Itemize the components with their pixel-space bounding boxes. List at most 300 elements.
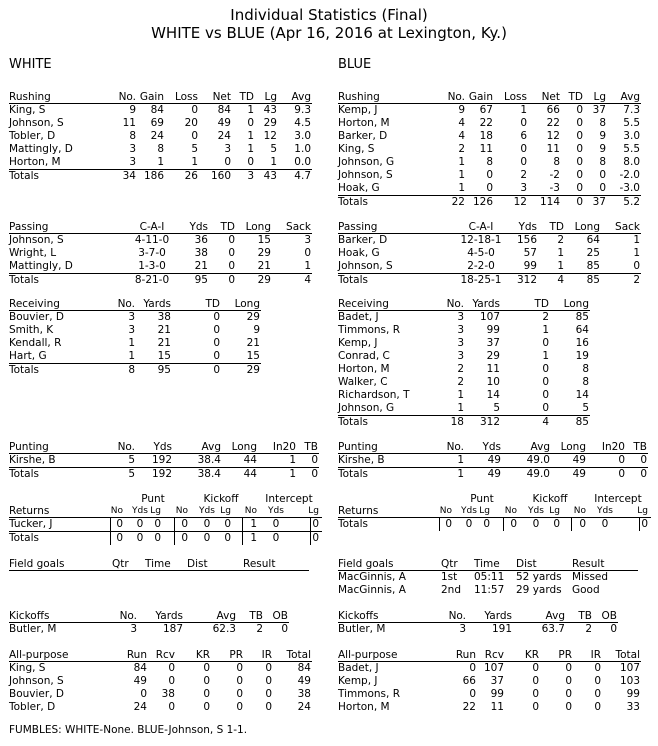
table-row-cell: 85 <box>586 260 600 272</box>
totals-row-cell: 49.0 <box>526 468 550 480</box>
table-row-cell: 0 <box>203 701 210 713</box>
table-row-cell: 69 <box>150 117 164 129</box>
table-row-cell: 29 <box>257 247 271 259</box>
table-row-cell: 22 <box>462 701 476 713</box>
table-row-cell: 1 <box>458 156 465 168</box>
table-row-cell: 0 <box>203 518 211 530</box>
field-goals-header-cell: Field goals <box>338 558 394 570</box>
table-row-cell: 5 <box>191 143 198 155</box>
totals-row-cell: 85 <box>575 416 589 428</box>
passing-header-cell: Passing <box>338 221 378 233</box>
totals-row-cell: 2 <box>633 274 640 286</box>
rushing-header-cell: Avg <box>620 91 640 103</box>
kickoffs-header-cell: No. <box>448 610 466 622</box>
totals-row-cell: 37 <box>592 196 606 208</box>
table-row-cell: 0 <box>191 104 198 116</box>
table-row-cell: 0 <box>532 662 539 674</box>
table-row-cell: 107 <box>479 311 500 323</box>
table-row-cell: 0 <box>576 117 583 129</box>
table-row-cell: Butler, M <box>338 623 386 635</box>
table-row-cell: 66 <box>462 675 476 687</box>
table-row-cell: Johnson, G <box>338 402 395 414</box>
all-purpose-header-cell: IR <box>261 649 272 661</box>
table-row-cell: -2.0 <box>619 169 640 181</box>
table-row-cell: Timmons, R <box>338 688 400 700</box>
passing-header-cell: Passing <box>9 221 49 233</box>
returns-header-cell: No <box>573 506 586 516</box>
table-row-cell: 0 <box>469 662 476 674</box>
passing-header-cell: C-A-I <box>468 221 494 233</box>
table-row-cell: 103 <box>619 675 640 687</box>
punting-header-cell: No. <box>117 441 135 453</box>
passing-header <box>9 221 312 234</box>
white-rushing-table <box>9 91 312 183</box>
table-row-cell: 24 <box>217 130 231 142</box>
all-purpose-header-cell: KR <box>524 649 539 661</box>
totals-row-cell: 0 <box>579 518 586 530</box>
table-row-cell: 49 <box>572 454 586 466</box>
totals-row-cell: 0 <box>224 532 231 544</box>
table-row-cell: 29 <box>263 117 277 129</box>
table-row-cell: -2 <box>549 169 560 181</box>
totals-row-cell: 4 <box>557 274 564 286</box>
team-name-blue: BLUE <box>338 57 372 72</box>
blue-returns-table <box>338 493 651 531</box>
table-row-cell: 1 <box>128 350 135 362</box>
table-row <box>338 337 590 350</box>
column-divider <box>110 518 111 531</box>
table-row-cell: 0 <box>224 518 231 530</box>
table-row-cell: 4-11-0 <box>134 234 170 246</box>
totals-row-cell: 18 <box>450 416 464 428</box>
table-row-cell: Johnson, S <box>9 234 64 246</box>
white-receiving-table <box>9 298 261 377</box>
totals-row-cell: 4.7 <box>294 170 311 182</box>
table-row-cell: 84 <box>217 104 231 116</box>
returns-header-cell: Yds <box>199 506 215 516</box>
field-goals-header-cell: Qtr <box>112 558 129 570</box>
table-row-cell: 99 <box>490 688 504 700</box>
kickoffs-header-cell: Yards <box>155 610 183 622</box>
table-row <box>9 662 312 675</box>
white-punting-table <box>9 441 319 481</box>
table-row <box>338 260 641 274</box>
table-row-cell: Johnson, S <box>338 169 393 181</box>
table-row-cell: 0 <box>486 182 493 194</box>
table-row-cell: 38 <box>157 311 171 323</box>
table-row <box>338 350 590 363</box>
returns-header-cell: Yds <box>528 506 544 516</box>
table-row-cell: 1 <box>128 337 135 349</box>
table-row-cell: 0 <box>542 363 549 375</box>
punting-header-cell: Long <box>560 441 586 453</box>
rushing-header-cell: Net <box>212 91 231 103</box>
table-row-cell: 37 <box>592 104 606 116</box>
table-row-cell: 3 <box>224 143 231 155</box>
table-row-cell: Kendall, R <box>9 337 62 349</box>
field-goals-header-cell: Time <box>145 558 171 570</box>
returns-group-label: Intercept <box>594 493 642 505</box>
table-row-cell: 0 <box>565 701 572 713</box>
table-row-cell: 7.3 <box>623 104 640 116</box>
table-row-cell: 9 <box>599 130 606 142</box>
table-row-cell: Kirshe, B <box>9 454 56 466</box>
totals-row-cell: 43 <box>263 170 277 182</box>
table-row-cell: 37 <box>490 675 504 687</box>
totals-row-cell: 192 <box>151 468 172 480</box>
table-row-cell: 99 <box>626 688 640 700</box>
table-row-cell: 156 <box>516 234 537 246</box>
table-row-cell: 5.5 <box>623 117 640 129</box>
kickoffs-header-cell: No. <box>119 610 137 622</box>
table-row-cell: 63.7 <box>541 623 565 635</box>
table-row-cell: 3-7-0 <box>138 247 166 259</box>
table-row-cell: 2 <box>457 376 464 388</box>
table-row-cell: 3 <box>130 623 137 635</box>
totals-row-cell: 85 <box>586 274 600 286</box>
totals-row-cell: Totals <box>338 416 368 428</box>
totals-row-cell: Totals <box>9 170 39 182</box>
table-row-cell: 0 <box>228 247 235 259</box>
rushing-header <box>9 91 312 104</box>
totals-row <box>9 532 322 545</box>
table-row-cell: 3 <box>457 324 464 336</box>
table-row-cell: 5 <box>128 454 135 466</box>
table-row-cell: 9 <box>599 143 606 155</box>
table-row-cell: 0 <box>520 143 527 155</box>
table-row-cell: 1 <box>542 324 549 336</box>
table-row-cell: 187 <box>162 623 183 635</box>
rushing-header-cell: Gain <box>468 91 493 103</box>
table-row-cell: 99 <box>523 260 537 272</box>
table-row-cell: 9 <box>129 104 136 116</box>
rushing-header-cell: Loss <box>503 91 527 103</box>
table-row-cell: Bouvier, D <box>9 688 64 700</box>
table-row-cell: 0 <box>168 662 175 674</box>
table-row-cell: Kemp, J <box>338 104 378 116</box>
table-row-cell: 0 <box>542 389 549 401</box>
receiving-header-cell: TD <box>534 298 549 310</box>
table-row-cell: 25 <box>586 247 600 259</box>
table-row-cell: 8 <box>486 156 493 168</box>
table-row-cell: 3 <box>129 156 136 168</box>
table-row-cell: 38 <box>161 688 175 700</box>
table-row-cell: 0 <box>618 454 625 466</box>
table-row-cell: 0 <box>312 518 319 530</box>
table-row-cell: 4 <box>458 130 465 142</box>
table-row <box>338 389 590 402</box>
column-divider <box>439 518 440 531</box>
table-row-cell: 20 <box>184 117 198 129</box>
table-row-cell: 0 <box>191 130 198 142</box>
table-row-cell: 8 <box>582 363 589 375</box>
table-row-cell: 24 <box>297 701 311 713</box>
totals-row-cell: 126 <box>472 196 493 208</box>
returns-header-cell: Returns <box>338 505 379 517</box>
table-row-cell: 0.0 <box>294 156 311 168</box>
totals-row-cell: 3 <box>247 170 254 182</box>
totals-row <box>338 518 651 531</box>
table-row <box>338 675 641 688</box>
table-row-cell: 15 <box>257 234 271 246</box>
table-row-cell: 21 <box>157 337 171 349</box>
table-row-cell: 18 <box>479 130 493 142</box>
table-row-cell: 21 <box>246 337 260 349</box>
table-row-cell: 11:57 <box>474 584 505 596</box>
table-row-cell: King, S <box>9 662 46 674</box>
punting-header <box>9 441 319 454</box>
table-row-cell: 49 <box>133 675 147 687</box>
totals-row-cell: 29 <box>257 274 271 286</box>
totals-row-cell: 29 <box>246 364 260 376</box>
punting-header-cell: Punting <box>9 441 49 453</box>
table-row-cell: 0 <box>228 260 235 272</box>
table-row-cell: 49 <box>217 117 231 129</box>
punting-header-cell: In20 <box>272 441 296 453</box>
table-row-cell: 3 <box>304 234 311 246</box>
totals-row-cell: 0 <box>312 532 319 544</box>
punting-header-cell: Punting <box>338 441 378 453</box>
totals-row-cell: 0 <box>203 532 211 544</box>
table-row <box>9 311 261 324</box>
table-row-cell: 0 <box>304 247 311 259</box>
returns-group-label: Kickoff <box>203 493 239 505</box>
table-row-cell: 0 <box>213 324 220 336</box>
table-row-cell: 11 <box>490 701 504 713</box>
table-row-cell: 11 <box>546 143 560 155</box>
all-purpose-header-cell: PR <box>229 649 243 661</box>
table-row-cell: 64 <box>586 234 600 246</box>
table-row-cell: 4-5-0 <box>467 247 495 259</box>
table-row <box>338 662 641 675</box>
rushing-header-cell: Loss <box>174 91 198 103</box>
receiving-header-cell: No. <box>446 298 464 310</box>
passing-header-cell: TD <box>549 221 564 233</box>
totals-row-cell: Totals <box>9 532 39 544</box>
totals-row-cell: 95 <box>157 364 171 376</box>
table-row-cell: 0 <box>311 454 318 466</box>
table-row-cell: 0 <box>542 376 549 388</box>
totals-row-cell: 0 <box>618 468 625 480</box>
totals-row-cell: 8 <box>128 364 135 376</box>
table-row-cell: 3 <box>457 337 464 349</box>
table-row-cell: Smith, K <box>9 324 54 336</box>
rushing-header-cell: Rushing <box>9 91 51 103</box>
rushing-header-cell: TD <box>568 91 583 103</box>
table-row-cell: 2 <box>585 623 592 635</box>
table-row-cell: 3 <box>457 350 464 362</box>
rushing-header-cell: No. <box>447 91 465 103</box>
totals-row-cell: 44 <box>243 468 257 480</box>
totals-row-cell: 95 <box>194 274 208 286</box>
table-row-cell: 1 <box>557 247 564 259</box>
rushing-header <box>338 91 641 104</box>
totals-row-cell: 0 <box>116 532 123 544</box>
table-row-cell: Hoak, G <box>338 247 380 259</box>
table-row-cell: 0 <box>633 260 640 272</box>
table-row-cell: 0 <box>181 518 188 530</box>
totals-row-cell: Totals <box>9 468 39 480</box>
totals-row-cell: 0 <box>213 364 220 376</box>
table-row-cell: 0 <box>576 169 583 181</box>
table-row-cell: 0 <box>576 130 583 142</box>
totals-row-cell: 8-21-0 <box>134 274 170 286</box>
table-row-cell: 49 <box>297 675 311 687</box>
table-row-cell: Horton, M <box>338 117 390 129</box>
passing-header <box>338 221 641 234</box>
table-row-cell: Horton, M <box>9 156 61 168</box>
blue-kickoffs-table <box>338 610 618 636</box>
table-row-cell: -3.0 <box>619 182 640 194</box>
all-purpose-header-cell: Run <box>455 649 476 661</box>
totals-row-cell: 0 <box>532 518 540 530</box>
receiving-header <box>338 298 590 311</box>
totals-row-cell: 5.2 <box>623 196 640 208</box>
all-purpose-header <box>9 649 312 662</box>
passing-header-cell: Long <box>574 221 600 233</box>
table-row-cell: 6 <box>520 130 527 142</box>
receiving-header-cell: Yards <box>143 298 171 310</box>
returns-header-cell: Lg <box>479 506 490 516</box>
passing-header-cell: Yds <box>189 221 208 233</box>
table-row <box>9 324 261 337</box>
table-row <box>9 337 261 350</box>
totals-row-cell: 186 <box>143 170 164 182</box>
table-row <box>338 571 638 584</box>
totals-row-cell: 4 <box>542 416 549 428</box>
table-row-cell: 0 <box>265 701 272 713</box>
table-row <box>9 454 319 468</box>
table-row <box>338 402 590 416</box>
table-row-cell: 0 <box>594 675 601 687</box>
table-row-cell: 0 <box>594 688 601 700</box>
table-row-cell: 44 <box>243 454 257 466</box>
table-row <box>9 688 312 701</box>
table-row-cell: 15 <box>246 350 260 362</box>
passing-header-cell: Yds <box>518 221 537 233</box>
table-row-cell: Badet, J <box>338 662 379 674</box>
receiving-header <box>9 298 261 311</box>
totals-row-cell: 0 <box>311 468 318 480</box>
all-purpose-header-cell: PR <box>558 649 572 661</box>
table-row <box>9 701 312 714</box>
returns-group-label: Punt <box>470 493 494 505</box>
table-row-cell: 11 <box>479 143 493 155</box>
column-divider <box>310 518 311 531</box>
punting-header-cell: TB <box>633 441 647 453</box>
kickoffs-header <box>338 610 618 623</box>
table-row-cell: 38.4 <box>197 454 221 466</box>
table-row-cell: Butler, M <box>9 623 57 635</box>
table-row-cell: 0 <box>168 701 175 713</box>
table-row <box>338 584 638 597</box>
table-row-cell: 1.0 <box>294 143 311 155</box>
table-row <box>338 376 590 389</box>
table-row-cell: Hoak, G <box>338 182 380 194</box>
returns-header-cell: Yds <box>597 506 613 516</box>
table-row <box>338 311 590 324</box>
table-row <box>9 104 312 117</box>
table-row-cell: Barker, D <box>338 234 388 246</box>
all-purpose-header-cell: Run <box>126 649 147 661</box>
table-row-cell: 1 <box>557 260 564 272</box>
totals-row-cell: 0 <box>576 196 583 208</box>
all-purpose-header-cell: All-purpose <box>338 649 398 661</box>
totals-row-cell: 114 <box>539 196 560 208</box>
table-row-cell: 0 <box>213 337 220 349</box>
totals-row-cell: 18-25-1 <box>460 274 502 286</box>
returns-group-label: Intercept <box>265 493 313 505</box>
table-row-cell: 0 <box>281 623 288 635</box>
table-row <box>9 117 312 130</box>
table-row-cell: Walker, C <box>338 376 388 388</box>
passing-header-cell: Long <box>245 221 271 233</box>
table-row-cell: Good <box>572 584 600 596</box>
table-row <box>338 156 641 169</box>
totals-row-cell: Totals <box>338 274 368 286</box>
punting-header <box>338 441 648 454</box>
table-row-cell: Missed <box>572 571 609 583</box>
table-row-cell: 1 <box>633 247 640 259</box>
punting-header-cell: Avg <box>530 441 550 453</box>
table-row <box>338 169 641 182</box>
table-row-cell: 0 <box>236 662 243 674</box>
receiving-header-cell: Long <box>563 298 589 310</box>
table-row-cell: 107 <box>619 662 640 674</box>
table-row-cell: 192 <box>151 454 172 466</box>
all-purpose-header-cell: Total <box>286 649 311 661</box>
table-row-cell: 0 <box>203 675 210 687</box>
table-row-cell: 67 <box>479 104 493 116</box>
totals-row-cell: 0 <box>510 518 517 530</box>
totals-row-cell: Totals <box>9 364 39 376</box>
table-row-cell: 14 <box>486 389 500 401</box>
table-row-cell: Conrad, C <box>338 350 390 362</box>
table-row <box>338 182 641 196</box>
blue-all-purpose-table <box>338 649 641 714</box>
field-goals-header-cell: Dist <box>187 558 208 570</box>
table-row-cell: Bouvier, D <box>9 311 64 323</box>
table-row-cell: 1 <box>520 104 527 116</box>
returns-header <box>9 505 322 518</box>
returns-header-cell: Yds <box>461 506 477 516</box>
table-row-cell: 9 <box>253 324 260 336</box>
totals-row-cell: 38.4 <box>197 468 221 480</box>
table-row-cell: 49.0 <box>526 454 550 466</box>
table-row-cell: Richardson, T <box>338 389 410 401</box>
returns-header-cell: Returns <box>9 505 50 517</box>
field-goals-header-cell: Result <box>572 558 605 570</box>
table-row-cell: 0 <box>272 518 280 530</box>
returns-header-cell: No <box>244 506 257 516</box>
table-row-cell: 9.3 <box>294 104 311 116</box>
kickoffs-header-cell: Avg <box>545 610 565 622</box>
punting-header-cell: Avg <box>201 441 221 453</box>
returns-header-cell: Lg <box>150 506 161 516</box>
table-row-cell: 84 <box>150 104 164 116</box>
table-row-cell: Hart, G <box>9 350 47 362</box>
table-row-cell: Johnson, G <box>338 156 395 168</box>
table-row-cell: 37 <box>486 337 500 349</box>
table-row-cell: Tobler, D <box>9 130 56 142</box>
totals-row <box>9 274 312 287</box>
table-row <box>9 234 312 247</box>
totals-row-cell: 312 <box>479 416 500 428</box>
kickoffs-header-cell: Kickoffs <box>338 610 379 622</box>
table-row-cell: -3 <box>549 182 560 194</box>
column-divider <box>174 532 175 545</box>
table-row-cell: 3 <box>128 311 135 323</box>
